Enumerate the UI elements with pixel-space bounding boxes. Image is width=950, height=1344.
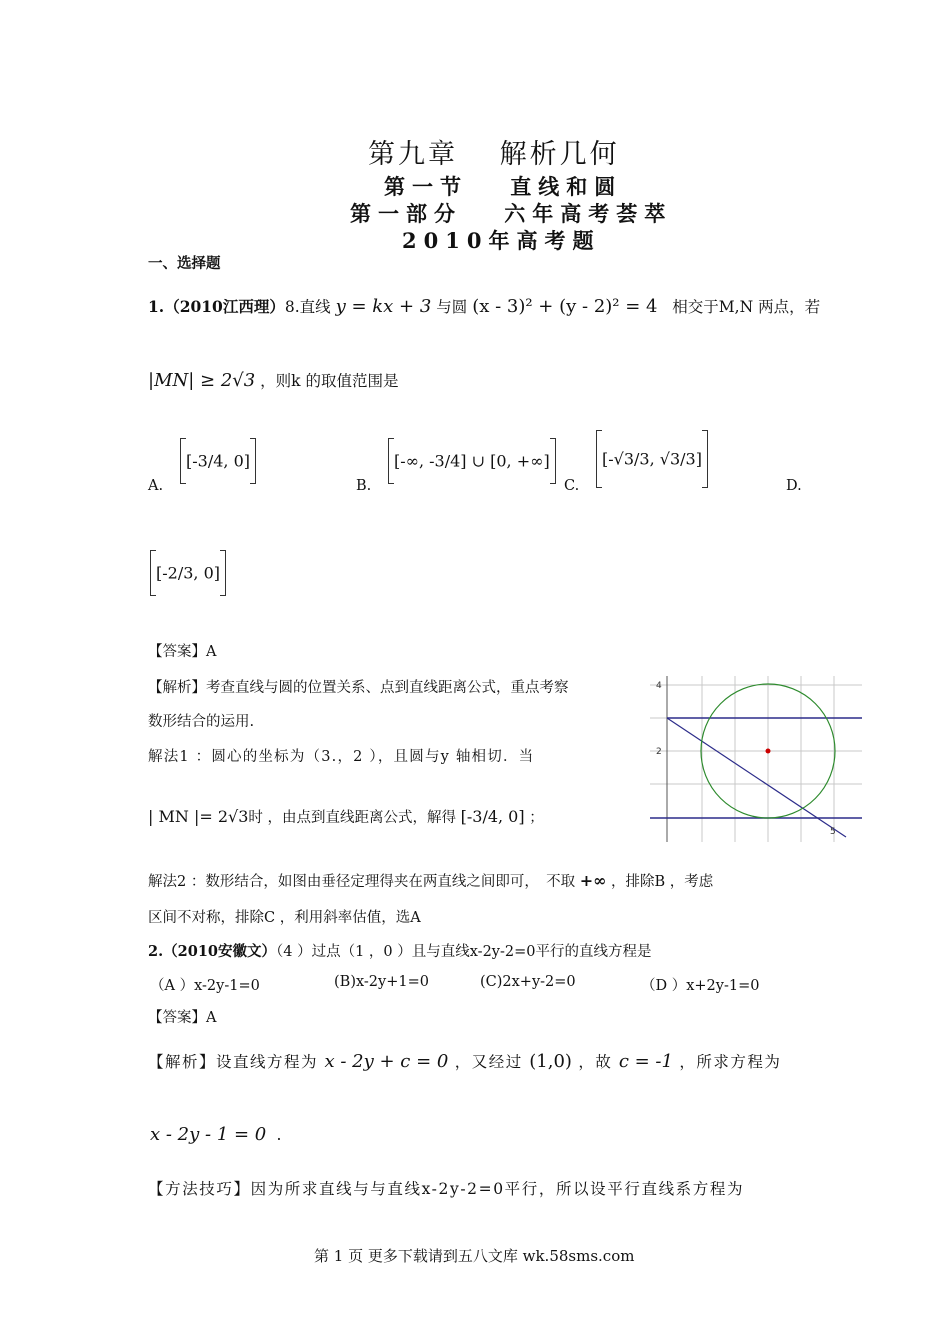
q1-option-b-label: B. (356, 478, 372, 494)
q2-result: x - 2y - 1 = 0 (150, 1124, 267, 1145)
section-title: 第一节 直线和圆 (384, 174, 623, 199)
q1-text-c: 相交于M,N 两点，若 (672, 298, 821, 316)
q1-text-b: 与圆 (436, 298, 468, 316)
q1-circle-eq: (x - 3)² + (y - 2)² = 4 (472, 296, 658, 317)
q1-option-d (150, 550, 226, 596)
q1-method1-result: [-3/4, 0] (460, 807, 525, 826)
q2-analysis-b: ，又经过 (454, 1053, 523, 1071)
q1-option-c-expr: [-√3/3, √3/3] (602, 449, 702, 469)
q1-number: 1. (148, 297, 165, 316)
q1-analysis (148, 676, 569, 697)
q1-option-d-label: D. (786, 478, 802, 494)
q2-analysis-a: 设直线方程为 (216, 1053, 319, 1071)
q2-result-end: . (276, 1126, 282, 1144)
q1-figure (650, 676, 862, 842)
figure-tick-2: 2 (656, 747, 662, 757)
q1-method2 (148, 870, 713, 891)
year-title: 2010年高考题 (402, 228, 601, 253)
q1-method2-c: 区间不对称，排除C ，利用斜率估值，选A (148, 910, 421, 926)
q1-option-a-label: A. (148, 478, 164, 494)
q1-option-b-expr: [-∞, -3/4] ∪ [0, +∞] (394, 451, 550, 471)
q1-source: （2010江西理） (164, 297, 285, 316)
q1-option-c-label: C. (564, 478, 580, 494)
q2-text: （4 ）过点（1 ，0 ）且与直线x-2y-2=0平行的直线方程是 (276, 944, 652, 960)
q2-result-line (150, 1124, 281, 1145)
q1-method1-b (148, 806, 544, 827)
page-footer: 第 1 页 更多下载请到五八文库 wk.58sms.com (314, 1247, 635, 1265)
q2-analysis-eq1: x - 2y + c = 0 (324, 1051, 449, 1072)
q2-analysis (148, 1050, 781, 1072)
q2-answer: 【答案】A (148, 1010, 217, 1026)
q2-number: 2. (148, 943, 164, 960)
q1-text-d: ，则k 的取值范围是 (260, 372, 399, 390)
q2-analysis-d: ，所求方程为 (679, 1053, 782, 1071)
q1-method2-b: ，排除B ，考虑 (611, 874, 714, 890)
q1-option-b (388, 438, 556, 484)
figure-center-point (766, 749, 771, 754)
q1-condition-line (148, 369, 398, 391)
q2-source: （2010安徽文） (163, 943, 276, 960)
q1-text-a: 8.直线 (284, 298, 331, 316)
q2-analysis-tag: 【解析】 (148, 1053, 217, 1071)
q2-option-b: (B)x-2y+1=0 (334, 974, 429, 990)
q1-option-a (180, 438, 256, 484)
heading-choice: 一、选择题 (148, 255, 221, 272)
q2-stem (148, 940, 652, 961)
q2-option-c: (C)2x+y-2=0 (480, 974, 576, 990)
q2-tip-tag: 【方法技巧】 (148, 1180, 251, 1198)
figure-tick-5: 5 (830, 827, 836, 837)
q1-answer: 【答案】A (148, 644, 217, 660)
q2-analysis-c: ，故 (578, 1053, 613, 1071)
q1-method1-mid: 时 ，由点到直线距离公式，解得 (248, 810, 456, 826)
q1-method1: 解法1 ：圆心的坐标为（3.，2 ），且圆与y 轴相切．当 (148, 749, 535, 765)
figure-line-slope (667, 718, 846, 837)
q1-option-a-expr: [-3/4, 0] (186, 451, 250, 471)
q2-tip (148, 1177, 744, 1199)
q2-option-a: （A ）x-2y-1=0 (150, 978, 260, 994)
q1-option-d-expr: [-2/3, 0] (156, 563, 220, 583)
q1-method2-inf: +∞ (579, 871, 607, 890)
q1-condition: |MN| ≥ 2√3 (148, 370, 256, 391)
part-title: 第一部分 六年高考荟萃 (350, 201, 673, 226)
q1-method2-a: 解法2 ：数形结合，如图由垂径定理得夹在两直线之间即可， 不取 (148, 874, 576, 890)
chapter-title: 第九章 解析几何 (368, 139, 620, 170)
q2-analysis-eq2: c = -1 (618, 1051, 673, 1072)
q1-line-eq: y = kx + 3 (335, 296, 432, 317)
q1-analysis-2: 数形结合的运用. (148, 714, 255, 730)
q2-tip-text: 因为所求直线与与直线x-2y-2=0平行，所以设平行直线系方程为 (250, 1180, 745, 1198)
q1-analysis-tag: 【解析】 (148, 680, 206, 696)
q1-method1-end: ； (529, 810, 544, 826)
q1-analysis-1: 考查直线与圆的位置关系、点到直线距离公式，重点考察 (206, 680, 569, 696)
q2-option-d: （D ）x+2y-1=0 (641, 978, 760, 994)
figure-tick-4: 4 (656, 681, 662, 691)
q1-option-c (596, 430, 708, 488)
q1-stem (148, 295, 820, 317)
q1-method1-cond: | MN |= 2√3 (148, 807, 249, 826)
q2-analysis-point: (1,0) (529, 1051, 572, 1072)
